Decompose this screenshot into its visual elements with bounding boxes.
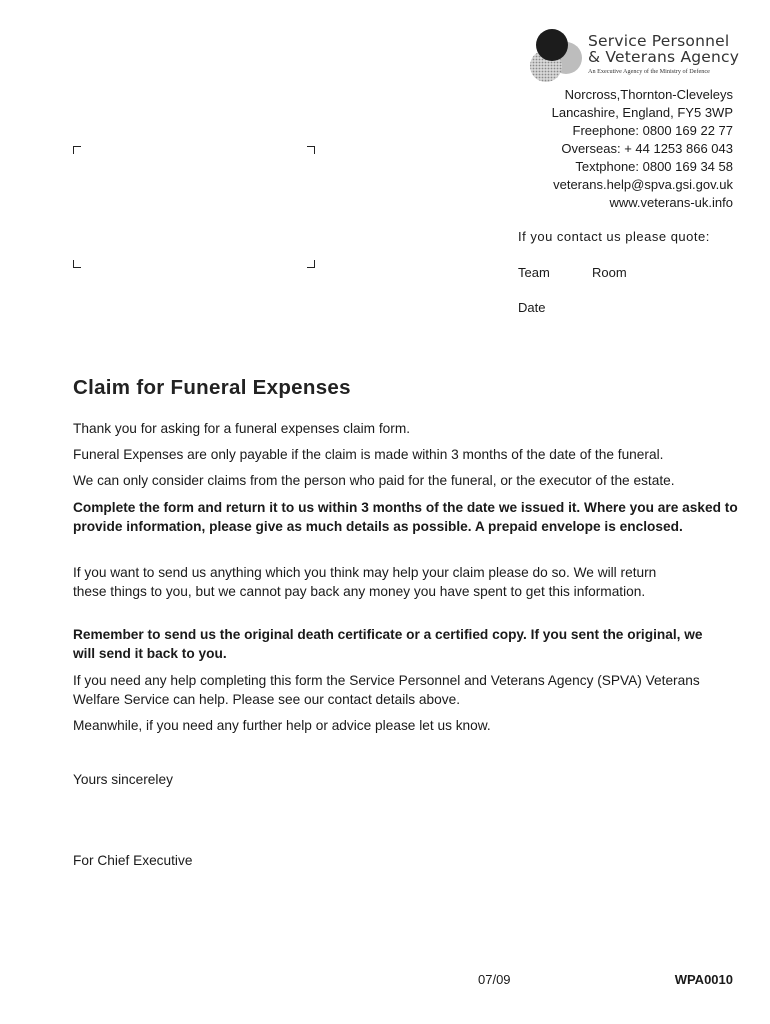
page-title: Claim for Funeral Expenses — [73, 376, 351, 399]
paragraph-supporting-info: If you want to send us anything which you think may help your claim please do so. We will return these things to you, but we cannot pay back any money you have spent to get this information. — [73, 565, 657, 599]
address-line: Norcross,Thornton-Cleveleys — [564, 87, 733, 102]
reference-block — [518, 229, 710, 315]
contact-address — [552, 86, 733, 212]
footer-date: 07/09 — [478, 972, 511, 987]
phone-overseas: Overseas: + 44 1253 866 043 — [561, 141, 733, 156]
signatory: For Chief Executive — [73, 853, 193, 868]
paragraph-further-help: Meanwhile, if you need any further help or advice please let us know. — [73, 718, 491, 733]
window-corner-top-right-icon — [307, 146, 315, 154]
website-address: www.veterans-uk.info — [609, 195, 733, 210]
paragraph-help: If you need any help completing this form the Service Personnel and Veterans Agency (SPVA) Veterans Welfare Service can help. Please see our contact details above. — [73, 673, 700, 707]
reference-date-label: Date — [518, 300, 546, 315]
paragraph-return-instructions: Complete the form and return it to us within 3 months of the date we issued it. Where you are asked to provide information, please give as much details as possible. A prepaid envelope is enclosed. — [73, 500, 738, 534]
window-corner-bottom-left-icon — [73, 260, 81, 268]
phone-freephone: Freephone: 0800 169 22 77 — [572, 123, 733, 138]
reference-room-label: Room — [592, 265, 627, 280]
paragraph-eligibility-person: We can only consider claims from the person who paid for the funeral, or the executor of the estate. — [73, 473, 675, 488]
logo-name-line2: & Veterans Agency — [588, 48, 740, 66]
form-code: WPA0010 — [674, 972, 733, 987]
paragraph-thanks: Thank you for asking for a funeral expenses claim form. — [73, 421, 411, 436]
agency-logo — [526, 28, 746, 84]
paragraph-eligibility-time: Funeral Expenses are only payable if the claim is made within 3 months of the date of the funeral. — [73, 447, 664, 462]
window-corner-bottom-right-icon — [307, 260, 315, 268]
closing-salutation: Yours sincereley — [73, 772, 173, 787]
agency-emblem-icon — [526, 28, 586, 84]
paragraph-death-certificate: Remember to send us the original death certificate or a certified copy. If you sent the original, we will send it back to you. — [73, 627, 703, 661]
reference-team-label: Team — [518, 265, 550, 280]
email-address: veterans.help@spva.gsi.gov.uk — [553, 177, 733, 192]
window-corner-top-left-icon — [73, 146, 81, 154]
logo-tagline: An Executive Agency of the Ministry of Defence — [588, 68, 710, 75]
reference-prompt: If you contact us please quote: — [518, 229, 710, 244]
address-line: Lancashire, England, FY5 3WP — [551, 105, 733, 120]
phone-textphone: Textphone: 0800 169 34 58 — [575, 159, 733, 174]
logo-name-line1: Service Personnel — [588, 32, 730, 50]
